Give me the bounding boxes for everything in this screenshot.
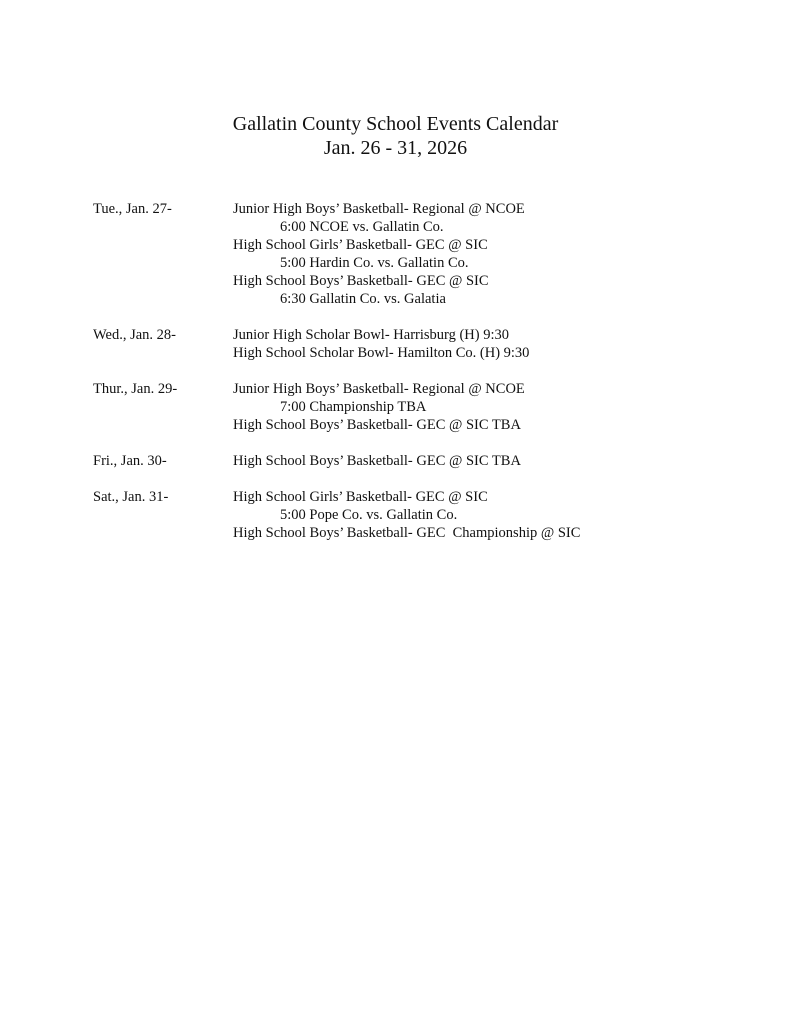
event-lines	[233, 488, 733, 542]
event-lines	[233, 380, 733, 434]
event-detail-line: 7:00 Championship TBA	[280, 399, 427, 415]
day-label: Thur., Jan. 29-	[93, 381, 178, 397]
day-group	[93, 380, 733, 434]
day-label: Wed., Jan. 28-	[93, 327, 176, 343]
event-lines	[233, 326, 733, 362]
day-group	[93, 200, 733, 308]
event-line: High School Boys’ Basketball- GEC @ SIC TBA	[233, 417, 521, 433]
event-detail-line: 5:00 Hardin Co. vs. Gallatin Co.	[280, 255, 469, 271]
event-line: High School Scholar Bowl- Hamilton Co. (H) 9:30	[233, 345, 530, 361]
event-detail-line: 5:00 Pope Co. vs. Gallatin Co.	[280, 507, 458, 523]
day-group	[93, 452, 733, 470]
document-title: Gallatin County School Events Calendar	[232, 113, 559, 135]
document-subtitle: Jan. 26 - 31, 2026	[323, 137, 468, 159]
event-line: Junior High Scholar Bowl- Harrisburg (H) 9:30	[233, 327, 510, 343]
event-line: Junior High Boys’ Basketball- Regional @ NCOE	[233, 201, 525, 217]
day-group	[93, 488, 733, 542]
event-line: Junior High Boys’ Basketball- Regional @ NCOE	[233, 381, 525, 397]
title-block	[0, 112, 791, 160]
day-group	[93, 326, 733, 362]
day-label: Tue., Jan. 27-	[93, 201, 172, 217]
event-line: High School Boys’ Basketball- GEC @ SIC TBA	[233, 453, 521, 469]
day-label: Fri., Jan. 30-	[93, 453, 167, 469]
event-line: High School Boys’ Basketball- GEC @ SIC	[233, 273, 489, 289]
event-detail-line: 6:00 NCOE vs. Gallatin Co.	[280, 219, 444, 235]
event-detail-line: 6:30 Gallatin Co. vs. Galatia	[280, 291, 446, 307]
event-line: High School Girls’ Basketball- GEC @ SIC	[233, 489, 488, 505]
event-line: High School Girls’ Basketball- GEC @ SIC	[233, 237, 488, 253]
event-lines	[233, 452, 733, 470]
events-list	[93, 200, 733, 560]
day-label: Sat., Jan. 31-	[93, 489, 169, 505]
event-lines	[233, 200, 733, 308]
event-line: High School Boys’ Basketball- GEC Championship @ SIC	[233, 525, 581, 541]
